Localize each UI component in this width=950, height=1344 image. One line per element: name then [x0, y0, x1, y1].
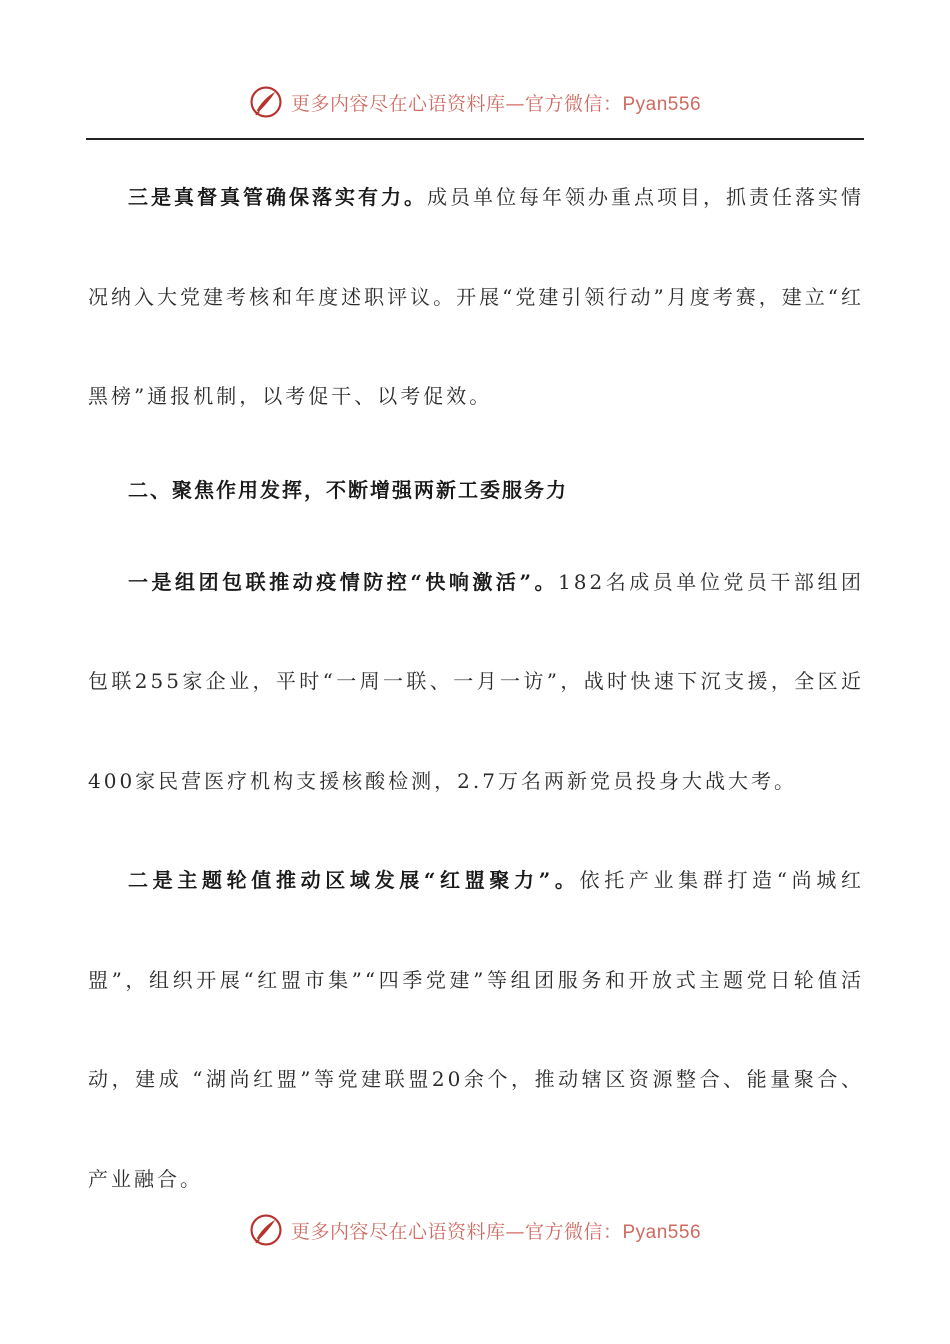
section-heading-2: 二、聚焦作用发挥，不断增强两新工委服务力	[128, 477, 568, 502]
banner-text: 更多内容尽在心语资料库—官方微信：Pyan556	[290, 1220, 702, 1243]
banner-text: 更多内容尽在心语资料库—官方微信：Pyan556	[290, 92, 702, 115]
header-divider	[86, 138, 864, 140]
paragraph-red-alliance: 二是主题轮值推动区域发展“红盟聚力”。依托产业集群打造“尚城红盟”，组织开展“红盟市集”“四季党建”等组团服务和开放式主题党日轮值活动，建成 “湖尚红盟”等党建联盟20余个，推动辖区资源整合、能量聚合、产业融合。	[88, 868, 864, 1191]
footer-banner	[0, 1210, 950, 1250]
paragraph-supervision: 三是真督真管确保落实有力。成员单位每年领办重点项目，抓责任落实情况纳入大党建考核和年度述职评议。开展“党建引领行动”月度考赛，建立“红黑榜”通报机制，以考促干、以考促效。	[88, 185, 864, 408]
header-banner	[0, 82, 950, 122]
pen-quill-icon	[249, 85, 283, 119]
pen-quill-icon	[249, 1213, 283, 1247]
paragraph-epidemic: 一是组团包联推动疫情防控“快响激活”。182名成员单位党员干部组团包联255家企业，平时“一周一联、一月一访”，战时快速下沉支援，全区近400家民营医疗机构支援核酸检测，2.7万名两新党员投身大战大考。	[88, 569, 864, 793]
document-body	[88, 148, 864, 1229]
